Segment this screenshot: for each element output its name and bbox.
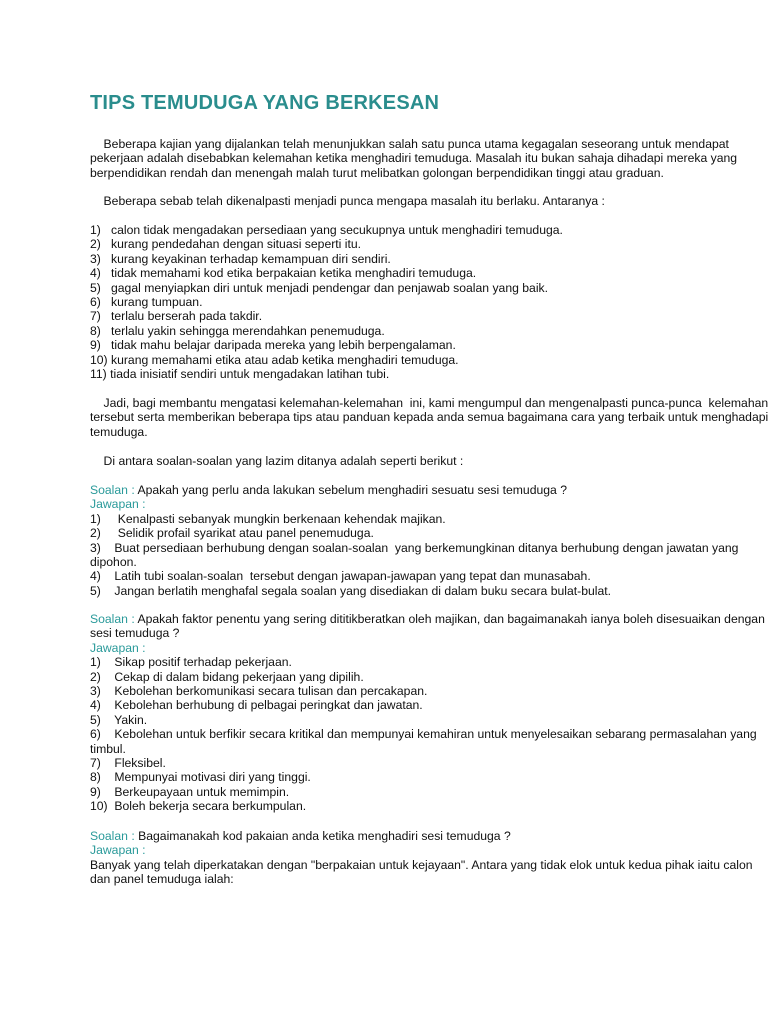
list-item: 3) kurang keyakinan terhadap kemampuan diri sendiri. bbox=[90, 251, 391, 266]
answer-line: timbul. bbox=[90, 741, 126, 756]
intro-line: pekerjaan adalah disebabkan kelemahan ketika menghadiri temuduga. Masalah itu bukan sahaja dihadapi mereka yang bbox=[90, 151, 738, 166]
list-item: 2) kurang pendedahan dengan situasi seperti itu. bbox=[90, 237, 362, 252]
answer-line: dan panel temuduga ialah: bbox=[90, 872, 234, 887]
soalan-label: Soalan : bbox=[90, 612, 138, 626]
question-text: Apakah yang perlu anda lakukan sebelum menghadiri sesuatu sesi temuduga ? bbox=[137, 483, 567, 497]
list-item: 1) calon tidak mengadakan persediaan yang secukupnya untuk menghadiri temuduga. bbox=[90, 223, 563, 237]
answer-line: 4) Latih tubi soalan-soalan tersebut dengan jawapan-jawapan yang tepat dan munasabah. bbox=[90, 569, 591, 584]
qa-block-2 bbox=[90, 612, 768, 813]
help-line: Jadi, bagi membantu mengatasi kelemahan-kelemahan ini, kami mengumpul dan mengenalpasti punca-punca kelemahan bbox=[90, 396, 768, 410]
question-line bbox=[90, 483, 768, 497]
answer-line: dipohon. bbox=[90, 554, 137, 569]
intro-line: berpendidikan rendah dan menengah malah turut melibatkan golongan berpendidikan tinggi atau graduan. bbox=[90, 165, 664, 180]
list-item: 8) terlalu yakin sehingga merendahkan penemuduga. bbox=[90, 323, 385, 338]
answer-line: 4) Kebolehan berhubung di pelbagai peringkat dan jawatan. bbox=[90, 698, 423, 713]
answer-line: 10) Boleh bekerja secara berkumpulan. bbox=[90, 799, 307, 814]
causes-intro-line: Beberapa sebab telah dikenalpasti menjadi punca mengapa masalah itu berlaku. Antaranya : bbox=[90, 194, 605, 208]
question-line: sesi temuduga ? bbox=[90, 626, 180, 641]
questions-intro bbox=[90, 454, 768, 468]
causes-list bbox=[90, 223, 768, 381]
jawapan-label: Jawapan : bbox=[90, 640, 146, 655]
soalan-label: Soalan : bbox=[90, 483, 138, 497]
answer-line: 9) Berkeupayaan untuk memimpin. bbox=[90, 784, 290, 799]
jawapan-label: Jawapan : bbox=[90, 843, 146, 858]
question-line bbox=[90, 829, 768, 843]
answer-line: 7) Fleksibel. bbox=[90, 755, 166, 770]
help-line: tersebut serta memberikan beberapa tips atau panduan kepada anda semua bagaimana cara yang terbaik untuk menghadapi bbox=[90, 410, 768, 425]
list-item: 5) gagal menyiapkan diri untuk menjadi pendengar dan penjawab soalan yang baik. bbox=[90, 280, 549, 295]
qa-block-3 bbox=[90, 829, 768, 887]
help-paragraph bbox=[90, 396, 768, 439]
question-text: Bagaimanakah kod pakaian anda ketika menghadiri sesi temuduga ? bbox=[138, 829, 511, 843]
list-item: 6) kurang tumpuan. bbox=[90, 294, 203, 309]
list-item: 7) terlalu berserah pada takdir. bbox=[90, 309, 263, 324]
help-line: temuduga. bbox=[90, 424, 148, 439]
list-item: 9) tidak mahu belajar daripada mereka yang lebih berpengalaman. bbox=[90, 338, 456, 353]
questions-intro-line: Di antara soalan-soalan yang lazim ditanya adalah seperti berikut : bbox=[90, 454, 464, 468]
answer-line: 8) Mempunyai motivasi diri yang tinggi. bbox=[90, 770, 311, 785]
question-line bbox=[90, 612, 768, 626]
answer-line: 2) Cekap di dalam bidang pekerjaan yang dipilih. bbox=[90, 669, 364, 684]
jawapan-label: Jawapan : bbox=[90, 497, 146, 512]
qa-block-1 bbox=[90, 483, 768, 598]
answer-line: 3) Buat persediaan berhubung dengan soalan-soalan yang berkemungkinan ditanya berhubung dengan jawatan yang bbox=[90, 540, 739, 555]
list-item: 4) tidak memahami kod etika berpakaian ketika menghadiri temuduga. bbox=[90, 266, 477, 281]
answer-line: 5) Jangan berlatih menghafal segala soalan yang disediakan di dalam buku secara bulat-bulat. bbox=[90, 583, 612, 598]
page-title: TIPS TEMUDUGA YANG BERKESAN bbox=[90, 92, 440, 114]
answer-line: 3) Kebolehan berkomunikasi secara tulisan dan percakapan. bbox=[90, 683, 428, 698]
answer-line: Banyak yang telah diperkatakan dengan "berpakaian untuk kejayaan". Antara yang tidak elok untuk kedua pihak iaitu calon bbox=[90, 857, 753, 872]
answer-line: 1) Kenalpasti sebanyak mungkin berkenaan kehendak majikan. bbox=[90, 511, 446, 526]
answer-line: 2) Selidik profail syarikat atau panel penemuduga. bbox=[90, 526, 374, 541]
intro-paragraph bbox=[90, 137, 768, 180]
list-item: 11) tiada inisiatif sendiri untuk mengadakan latihan tubi. bbox=[90, 366, 390, 381]
soalan-label: Soalan : bbox=[90, 829, 139, 843]
causes-intro bbox=[90, 194, 768, 208]
answer-line: 1) Sikap positif terhadap pekerjaan. bbox=[90, 655, 292, 670]
list-item: 10) kurang memahami etika atau adab ketika menghadiri temuduga. bbox=[90, 352, 459, 367]
answer-line: 5) Yakin. bbox=[90, 712, 148, 727]
intro-line: Beberapa kajian yang dijalankan telah menunjukkan salah satu punca utama kegagalan seseorang untuk mendapat bbox=[90, 137, 729, 151]
answer-line: 6) Kebolehan untuk berfikir secara kritikal dan mempunyai kemahiran untuk menyelesaikan sebarang permasalahan yang bbox=[90, 727, 757, 742]
question-text: Apakah faktor penentu yang sering dititikberatkan oleh majikan, dan bagaimanakah ianya boleh disesuaikan dengan bbox=[137, 612, 765, 626]
